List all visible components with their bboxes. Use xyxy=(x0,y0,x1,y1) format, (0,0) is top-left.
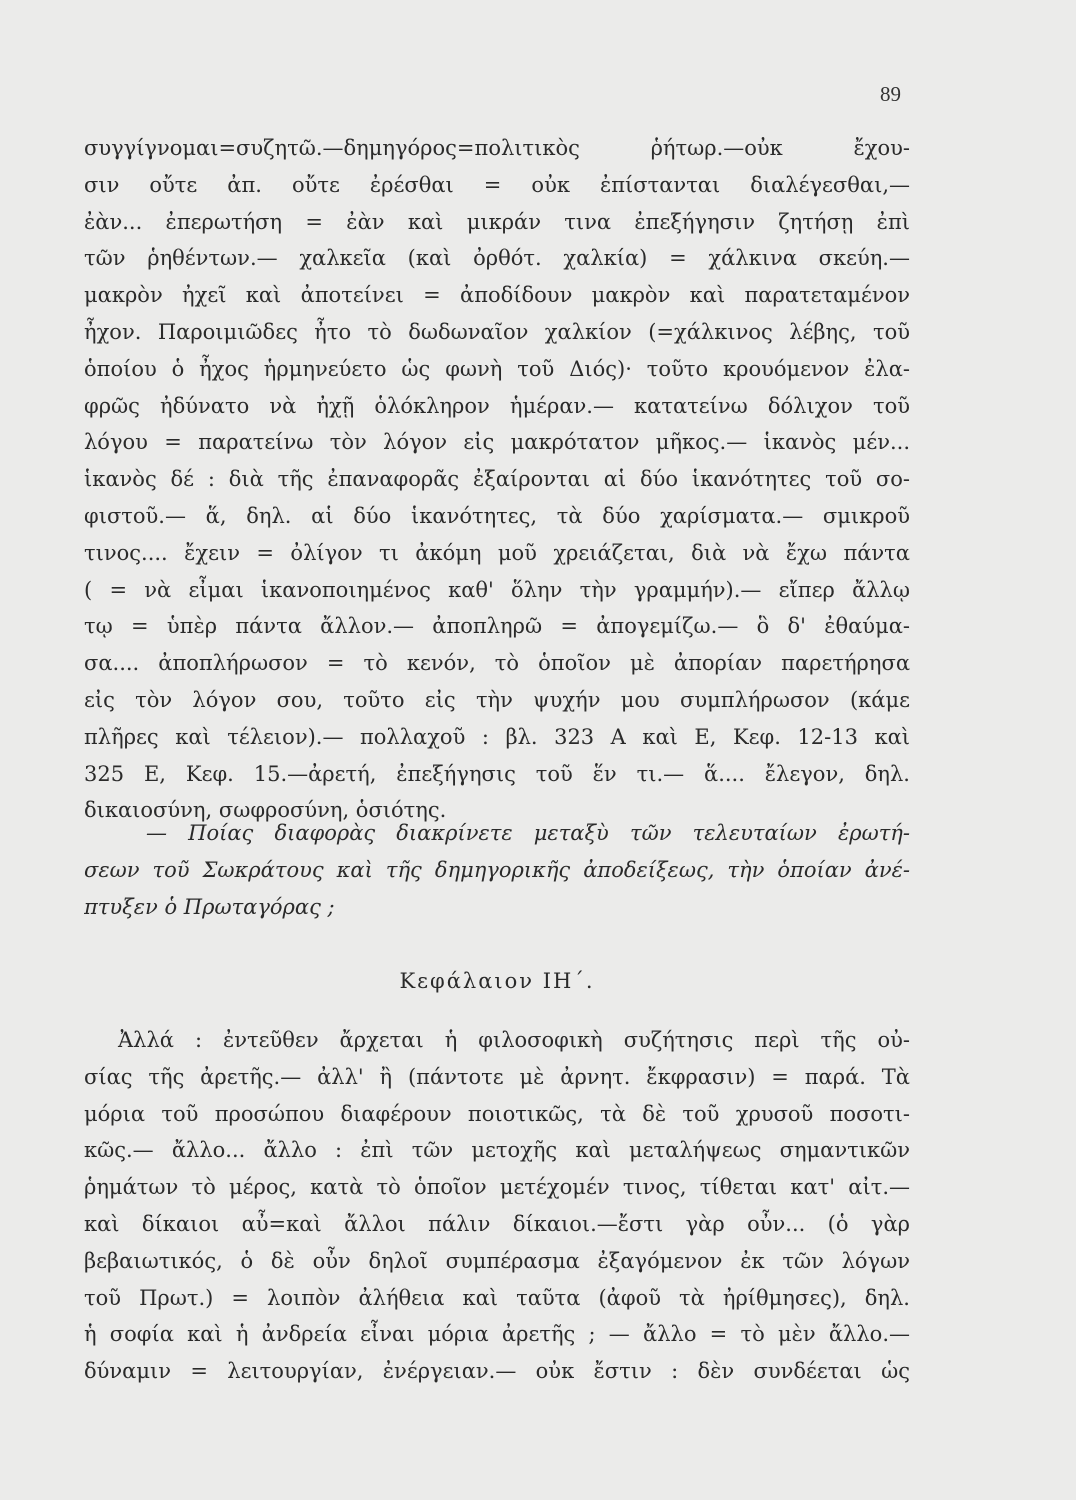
text-line: ἦχον. Παροιμιῶδες ἦτο τὸ δωδωναῖον χαλκίον (=χάλκινος λέβης, τοῦ xyxy=(84,319,910,344)
text-line: 325 Ε, Κεφ. 15.—ἀρετή, ἐπεξήγησις τοῦ ἕν τι.— ἅ.... ἔλεγον, δηλ. xyxy=(84,761,910,786)
text-line: μόρια τοῦ προσώπου διαφέρουν ποιοτικῶς, τὰ δὲ τοῦ χρυσοῦ ποσοτι- xyxy=(84,1101,910,1126)
text-line: συγγίγνομαι=συζητῶ.—δημηγόρος=πολιτικὸς ῥήτωρ.—οὐκ ἔχου- xyxy=(84,136,910,160)
text-line: μακρὸν ἠχεῖ καὶ ἀποτείνει = ἀποδίδουν μακρὸν καὶ παρατεταμένον xyxy=(84,283,910,308)
text-line: ὁποίου ὁ ἦχος ἡρμηνεύετο ὡς φωνὴ τοῦ Διός)· τοῦτο κρουόμενον ἐλα- xyxy=(84,356,910,381)
glossary-block-2 xyxy=(84,1022,910,1390)
question-line: — Ποίας διαφορὰς διακρίνετε μεταξὺ τῶν τελευταίων ἐρωτή- xyxy=(146,821,910,845)
page-number: 89 xyxy=(880,82,901,106)
text-line: δικαιοσύνη, σωφροσύνη, ὁσιότης. xyxy=(84,798,447,823)
text-line: ἡ σοφία καὶ ἡ ἀνδρεία εἶναι μόρια ἀρετῆς ; — ἄλλο = τὸ μὲν ἄλλο.— xyxy=(84,1322,910,1347)
text-line: πλῆρες καὶ τέλειον).— πολλαχοῦ : βλ. 323 Α καὶ Ε, Κεφ. 12-13 καὶ xyxy=(84,724,910,749)
text-line: ἱκανὸς δέ : διὰ τῆς ἐπαναφορᾶς ἐξαίρονται αἱ δύο ἱκανότητες τοῦ σο- xyxy=(84,467,910,492)
text-line: ῥημάτων τὸ μέρος, κατὰ τὸ ὁποῖον μετέχομέν τινος, τίθεται κατ' αἰτ.— xyxy=(84,1175,910,1200)
text-line: τινος.... ἔχειν = ὀλίγον τι ἀκόμη μοῦ χρειάζεται, διὰ νὰ ἔχω πάντα xyxy=(84,540,910,565)
text-line: φρῶς ἠδύνατο νὰ ἠχῇ ὁλόκληρον ἡμέραν.— κατατείνω δόλιχον τοῦ xyxy=(84,393,910,418)
text-line: Ἀλλά : ἐντεῦθεν ἄρχεται ἡ φιλοσοφικὴ συζήτησις περὶ τῆς οὐ- xyxy=(118,1028,910,1052)
text-line: σα.... ἀποπλήρωσον = τὸ κενόν, τὸ ὁποῖον μὲ ἀπορίαν παρετήρησα xyxy=(84,651,910,676)
glossary-block-1 xyxy=(84,130,910,829)
text-line: καὶ δίκαιοι αὖ=καὶ ἄλλοι πάλιν δίκαιοι.—ἔστι γὰρ οὖν... (ὁ γὰρ xyxy=(84,1211,910,1236)
text-line: βεβαιωτικός, ὁ δὲ οὖν δηλοῖ συμπέρασμα ἐξαγόμενον ἐκ τῶν λόγων xyxy=(84,1248,910,1273)
text-line: ἐὰν... ἐπερωτήση = ἐὰν καὶ μικράν τινα ἐπεξήγησιν ζητήσῃ ἐπὶ xyxy=(84,209,910,234)
question-line: πτυξεν ὁ Πρωταγόρας ; xyxy=(84,894,335,919)
text-line: φιστοῦ.— ἅ, δηλ. αἱ δύο ἱκανότητες, τὰ δύο χαρίσματα.— σμικροῦ xyxy=(84,503,910,528)
question-block xyxy=(84,815,910,925)
text-line: σίας τῆς ἀρετῆς.— ἀλλ' ἢ (πάντοτε μὲ ἀρνητ. ἔκφρασιν) = παρά. Τὰ xyxy=(84,1064,910,1089)
text-line: σιν οὔτε ἀπ. οὔτε ἐρέσθαι = οὐκ ἐπίστανται διαλέγεσθαι,— xyxy=(84,172,910,197)
text-line: τοῦ Πρωτ.) = λοιπὸν ἀλήθεια καὶ ταῦτα (ἀφοῦ τὰ ἠρίθμησες), δηλ. xyxy=(84,1285,910,1310)
chapter-heading-block xyxy=(84,963,910,1000)
text-line: ( = νὰ εἶμαι ἱκανοποιημένος καθ' ὅλην τὴν γραμμήν).— εἴπερ ἄλλῳ xyxy=(84,577,910,602)
chapter-heading: Κεφάλαιον ΙΗ΄. xyxy=(399,969,595,993)
text-line: τῶν ῥηθέντων.— χαλκεῖα (καὶ ὀρθότ. χαλκία) = χάλκινα σκεύη.— xyxy=(84,246,910,271)
question-line: σεων τοῦ Σωκράτους καὶ τῆς δημηγορικῆς ἀποδείξεως, τὴν ὁποίαν ἀνέ- xyxy=(84,857,910,882)
text-line: λόγου = παρατείνω τὸν λόγον εἰς μακρότατον μῆκος.— ἱκανὸς μέν... xyxy=(84,430,910,455)
text-line: τῳ = ὑπὲρ πάντα ἄλλον.— ἀποπληρῶ = ἀπογεμίζω.— ὃ δ' ἐθαύμα- xyxy=(84,614,910,639)
text-line: κῶς.— ἄλλο... ἄλλο : ἐπὶ τῶν μετοχῆς καὶ μεταλήψεως σημαντικῶν xyxy=(84,1138,910,1163)
text-line: δύναμιν = λειτουργίαν, ἐνέργειαν.— οὐκ ἔστιν : δὲν συνδέεται ὡς xyxy=(84,1359,910,1384)
text-line: εἰς τὸν λόγον σου, τοῦτο εἰς τὴν ψυχήν μου συμπλήρωσον (κάμε xyxy=(84,687,910,712)
